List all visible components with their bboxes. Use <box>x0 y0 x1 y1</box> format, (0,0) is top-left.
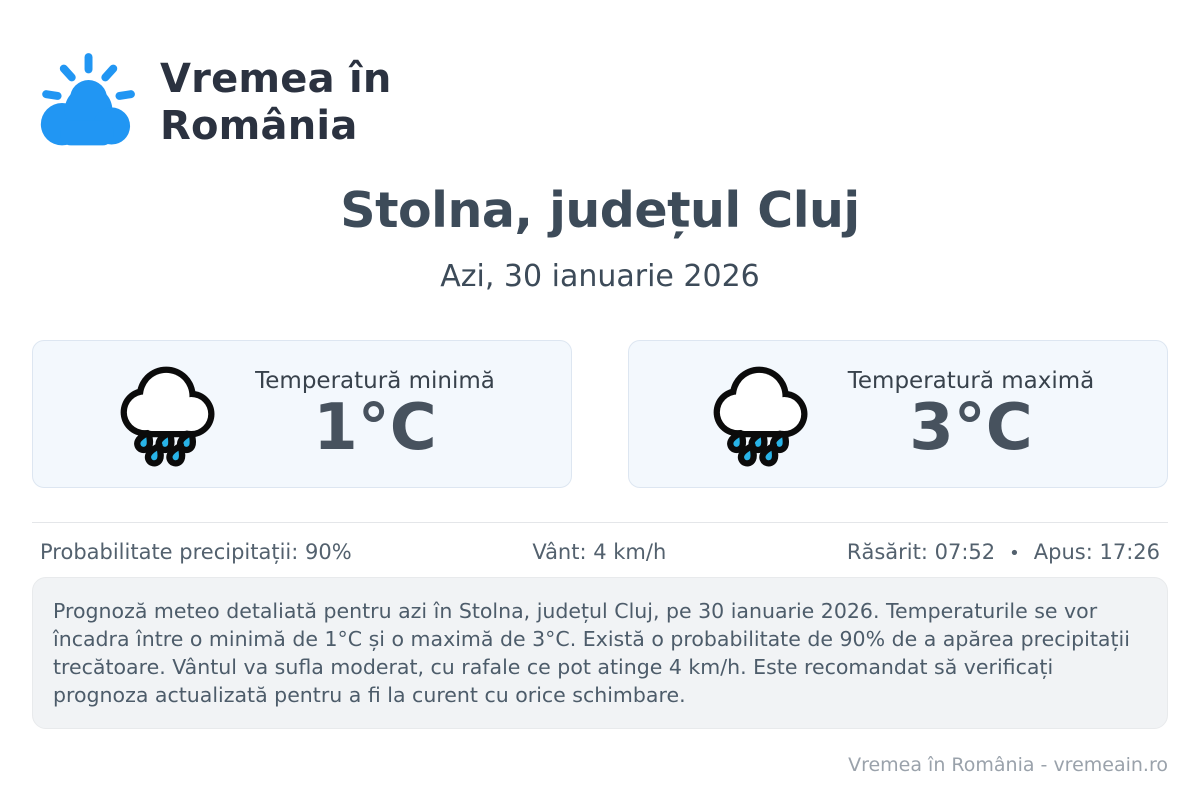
footer-credit: Vremea în România - vremeain.ro <box>848 754 1168 776</box>
rain-cloud-icon <box>702 361 820 467</box>
min-temperature-value: 1°C <box>313 391 437 465</box>
max-temperature-card <box>628 340 1168 488</box>
brand-logo <box>32 0 1168 156</box>
min-temperature-label: Temperatură minimă <box>255 368 495 394</box>
min-temperature-info <box>255 368 495 465</box>
bullet-separator: • <box>1009 543 1020 564</box>
brand-name-line1: Vremea în <box>160 55 392 102</box>
min-temperature-card <box>32 340 572 488</box>
wind-speed: Vânt: 4 km/h <box>532 540 667 564</box>
date-subtitle: Azi, 30 ianuarie 2026 <box>440 259 760 294</box>
brand-name-line2: România <box>160 103 358 149</box>
stats-row <box>32 540 1168 564</box>
sun-times <box>847 540 1160 564</box>
brand-name <box>160 56 392 150</box>
max-temperature-info <box>847 368 1095 465</box>
max-temperature-value: 3°C <box>909 391 1033 465</box>
stats-divider <box>32 522 1168 523</box>
rain-cloud-icon <box>109 361 227 467</box>
sunset-time: Apus: 17:26 <box>1033 540 1160 564</box>
sunrise-time: Răsărit: 07:52 <box>846 540 996 564</box>
forecast-description: Prognoză meteo detaliată pentru azi în Stolna, județul Cluj, pe 30 ianuarie 2026. Temperaturile se vor încadra între o minimă de 1°C și o maximă de 3°C. Există o probabilitate de 90% de a apărea precipitații trecătoare. Vântul va sufla moderat, cu rafale ce pot atinge 4 km/h. Este recomandat să verificați prognoza actualizată pentru a fi la curent cu orice schimbare. <box>32 577 1168 729</box>
sun-behind-cloud-icon <box>32 50 138 156</box>
page-title: Stolna, județul Cluj <box>340 182 860 239</box>
precipitation-probability: Probabilitate precipitații: 90% <box>40 540 352 564</box>
max-temperature-label: Temperatură maximă <box>847 368 1095 394</box>
temperature-cards <box>32 340 1168 488</box>
